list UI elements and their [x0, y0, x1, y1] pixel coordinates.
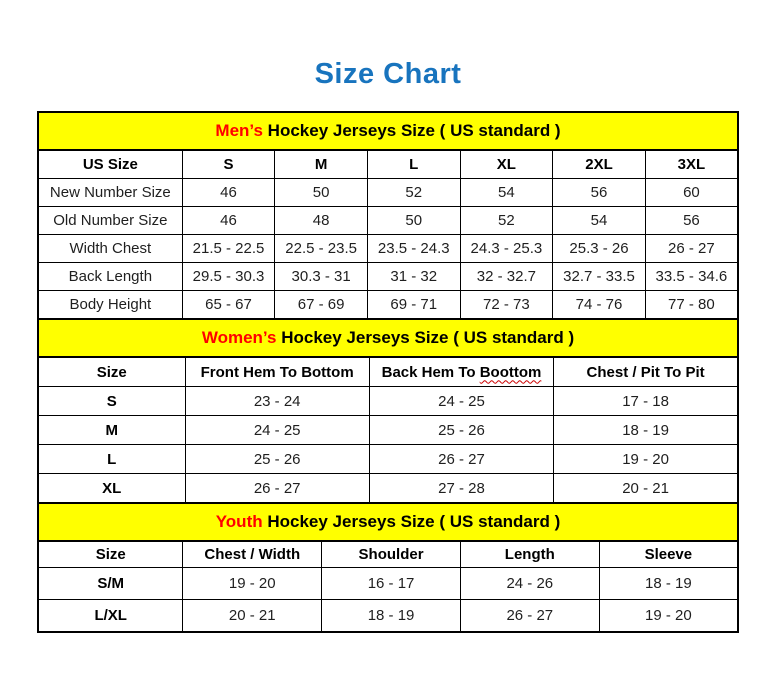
row-label: Back Length: [38, 263, 182, 291]
column-header: 3XL: [645, 150, 738, 179]
section-heading-text: Hockey Jerseys Size ( US standard ): [276, 328, 575, 347]
section-heading-highlight: Women’s: [201, 328, 277, 347]
table-row: [38, 263, 738, 291]
column-header: L: [367, 150, 460, 179]
mens-section-row: [38, 112, 738, 150]
size-cell: 26 - 27: [185, 474, 369, 504]
misspelled-word: Boottom: [479, 363, 542, 381]
column-header: XL: [460, 150, 553, 179]
size-cell: 52: [367, 179, 460, 207]
womens-column-header-row: [38, 357, 738, 387]
womens-section-heading: [38, 319, 738, 357]
size-cell: 18 - 19: [322, 600, 461, 633]
row-label: L/XL: [38, 600, 183, 633]
size-cell: 19 - 20: [599, 600, 738, 633]
row-label: S/M: [38, 568, 183, 600]
column-header: US Size: [38, 150, 182, 179]
size-cell: 25 - 26: [185, 445, 369, 474]
table-row: [38, 387, 738, 416]
table-row: [38, 235, 738, 263]
womens-section-row: [38, 319, 738, 357]
size-cell: 18 - 19: [554, 416, 738, 445]
size-cell: 46: [182, 207, 275, 235]
column-header: Chest / Pit To Pit: [554, 357, 738, 387]
size-cell: 54: [553, 207, 646, 235]
size-cell: 24.3 - 25.3: [460, 235, 553, 263]
column-header: 2XL: [553, 150, 646, 179]
size-cell: 50: [275, 179, 368, 207]
size-cell: 27 - 28: [369, 474, 553, 504]
size-cell: 46: [182, 179, 275, 207]
size-cell: 54: [460, 179, 553, 207]
womens-size-table: [37, 318, 739, 504]
row-label: Old Number Size: [38, 207, 182, 235]
youth-column-header-row: [38, 541, 738, 568]
size-cell: 19 - 20: [554, 445, 738, 474]
size-cell: 23.5 - 24.3: [367, 235, 460, 263]
row-label: S: [38, 387, 185, 416]
column-header: Back Hem To Boottom: [369, 357, 553, 387]
table-row: [38, 179, 738, 207]
size-cell: 30.3 - 31: [275, 263, 368, 291]
row-label: M: [38, 416, 185, 445]
size-cell: 56: [645, 207, 738, 235]
table-row: [38, 416, 738, 445]
size-cell: 32 - 32.7: [460, 263, 553, 291]
size-cell: 26 - 27: [460, 600, 599, 633]
size-cell: 23 - 24: [185, 387, 369, 416]
section-heading-text: Hockey Jerseys Size ( US standard ): [262, 121, 561, 140]
table-row: [38, 568, 738, 600]
size-cell: 25 - 26: [369, 416, 553, 445]
size-cell: 21.5 - 22.5: [182, 235, 275, 263]
size-cell: 16 - 17: [322, 568, 461, 600]
size-cell: 24 - 25: [185, 416, 369, 445]
section-heading-highlight: Youth: [215, 512, 263, 531]
size-cell: 24 - 25: [369, 387, 553, 416]
row-label: New Number Size: [38, 179, 182, 207]
column-header: Front Hem To Bottom: [185, 357, 369, 387]
size-cell: 20 - 21: [183, 600, 322, 633]
youth-size-table: [37, 502, 739, 633]
column-header: Sleeve: [599, 541, 738, 568]
mens-size-table: [37, 111, 739, 320]
section-heading-highlight: Men’s: [215, 121, 263, 140]
column-header: Chest / Width: [183, 541, 322, 568]
column-header: Shoulder: [322, 541, 461, 568]
size-cell: 26 - 27: [369, 445, 553, 474]
section-heading-text: Hockey Jerseys Size ( US standard ): [262, 512, 561, 531]
size-cell: 17 - 18: [554, 387, 738, 416]
size-cell: 60: [645, 179, 738, 207]
column-header: S: [182, 150, 275, 179]
row-label: XL: [38, 474, 185, 504]
size-cell: 48: [275, 207, 368, 235]
size-cell: 31 - 32: [367, 263, 460, 291]
column-header: Length: [460, 541, 599, 568]
size-cell: 24 - 26: [460, 568, 599, 600]
size-cell: 69 - 71: [367, 291, 460, 320]
size-cell: 22.5 - 23.5: [275, 235, 368, 263]
size-cell: 26 - 27: [645, 235, 738, 263]
size-cell: 25.3 - 26: [553, 235, 646, 263]
size-cell: 18 - 19: [599, 568, 738, 600]
size-cell: 77 - 80: [645, 291, 738, 320]
size-cell: 65 - 67: [182, 291, 275, 320]
size-cell: 32.7 - 33.5: [553, 263, 646, 291]
size-cell: 74 - 76: [553, 291, 646, 320]
size-cell: 20 - 21: [554, 474, 738, 504]
size-cell: 33.5 - 34.6: [645, 263, 738, 291]
table-row: [38, 445, 738, 474]
size-cell: 52: [460, 207, 553, 235]
size-cell: 50: [367, 207, 460, 235]
size-cell: 67 - 69: [275, 291, 368, 320]
mens-section-heading: [38, 112, 738, 150]
mens-column-header-row: [38, 150, 738, 179]
column-header: M: [275, 150, 368, 179]
size-cell: 29.5 - 30.3: [182, 263, 275, 291]
table-row: [38, 207, 738, 235]
column-header: Size: [38, 357, 185, 387]
youth-section-heading: [38, 503, 738, 541]
youth-section-row: [38, 503, 738, 541]
size-cell: 72 - 73: [460, 291, 553, 320]
table-row: [38, 474, 738, 504]
table-row: [38, 291, 738, 320]
column-header: Size: [38, 541, 183, 568]
row-label: Width Chest: [38, 235, 182, 263]
size-cell: 19 - 20: [183, 568, 322, 600]
row-label: L: [38, 445, 185, 474]
size-chart-tables: [37, 111, 739, 633]
page-title: Size Chart: [314, 58, 462, 90]
row-label: Body Height: [38, 291, 182, 320]
table-row: [38, 600, 738, 633]
size-cell: 56: [553, 179, 646, 207]
